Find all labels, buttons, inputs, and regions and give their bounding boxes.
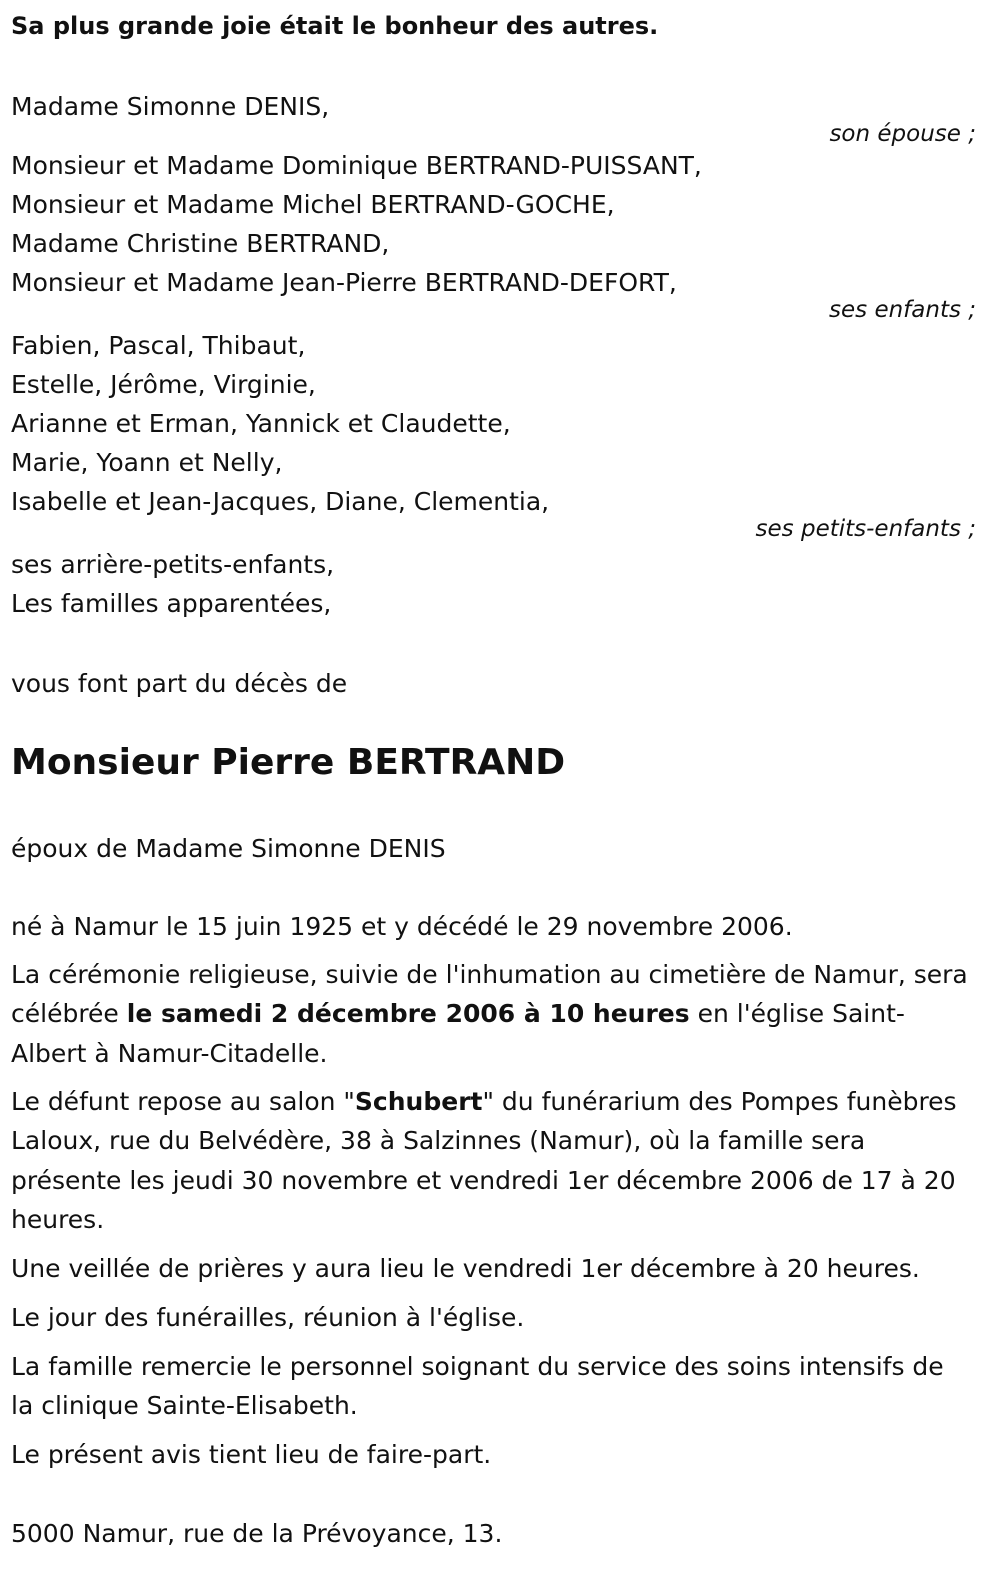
children-role: ses enfants ; [829, 297, 976, 323]
announce-text [11, 664, 976, 703]
spouse-role: son épouse ; [829, 121, 976, 147]
grandchild-line: Marie, Yoann et Nelly, [11, 448, 283, 477]
notice-paragraph: Le présent avis tient lieu de faire-part. [11, 1440, 492, 1469]
ceremony-paragraph [11, 955, 971, 1073]
grandchild-line: Fabien, Pascal, Thibaut, [11, 331, 306, 360]
address: 5000 Namur, rue de la Prévoyance, 13. [11, 1519, 503, 1548]
birth-death-line: né à Namur le 15 juin 1925 et y décédé le 29 novembre 2006. [11, 912, 793, 941]
meeting-paragraph: Le jour des funérailles, réunion à l'église. [11, 1303, 525, 1332]
vigil-paragraph: Une veillée de prières y aura lieu le vendredi 1er décembre à 20 heures. [11, 1254, 920, 1283]
grandchild-line: Isabelle et Jean-Jacques, Diane, Clementia, [11, 487, 550, 516]
repose-paragraph [11, 1082, 971, 1239]
grandchildren-block [11, 326, 976, 541]
ceremony-text: La cérémonie religieuse, suivie de l'inhumation au cimetière de Namur, sera célébrée [11, 960, 968, 1029]
spouse-of [11, 829, 976, 868]
grandchild-line: Estelle, Jérôme, Virginie, [11, 370, 316, 399]
grandchild-line: Arianne et Erman, Yannick et Claudette, [11, 409, 511, 438]
others-block [11, 545, 976, 623]
others-line: Les familles apparentées, [11, 589, 332, 618]
salon-name: Schubert [354, 1087, 483, 1116]
repose-text: Le défunt repose au salon " [11, 1087, 355, 1116]
ceremony-place: en l'église Saint-Albert à Namur-Citadelle. [11, 999, 905, 1068]
child-line: Madame Christine BERTRAND, [11, 229, 390, 258]
children-block [11, 146, 976, 322]
thanks-paragraph: La famille remercie le personnel soignant du service des soins intensifs de la clinique Sainte-Elisabeth. [11, 1352, 944, 1421]
ceremony-date: le samedi 2 décembre 2006 à 10 heures [126, 999, 690, 1029]
grandchildren-role: ses petits-enfants ; [755, 516, 976, 542]
motto: Sa plus grande joie était le bonheur des autres. [11, 12, 659, 40]
spouse-name: Madame Simonne DENIS, [11, 92, 330, 121]
spouse-of-line: époux de Madame Simonne DENIS [11, 834, 446, 863]
child-line: Monsieur et Madame Dominique BERTRAND-PUISSANT, [11, 151, 702, 180]
deceased-name: Monsieur Pierre BERTRAND [11, 742, 566, 783]
child-line: Monsieur et Madame Jean-Pierre BERTRAND-DEFORT, [11, 268, 677, 297]
child-line: Monsieur et Madame Michel BERTRAND-GOCHE, [11, 190, 615, 219]
others-line: ses arrière-petits-enfants, [11, 550, 335, 579]
announce-line: vous font part du décès de [11, 669, 348, 698]
birth-death [11, 907, 976, 946]
repose-details: " du funérarium des Pompes funèbres Laloux, rue du Belvédère, 38 à Salzinnes (Namur), où la famille sera présente les jeudi 30 novembre et vendredi 1er décembre 2006 de 17 à 20 heures. [11, 1087, 957, 1234]
spouse-block [11, 87, 976, 146]
